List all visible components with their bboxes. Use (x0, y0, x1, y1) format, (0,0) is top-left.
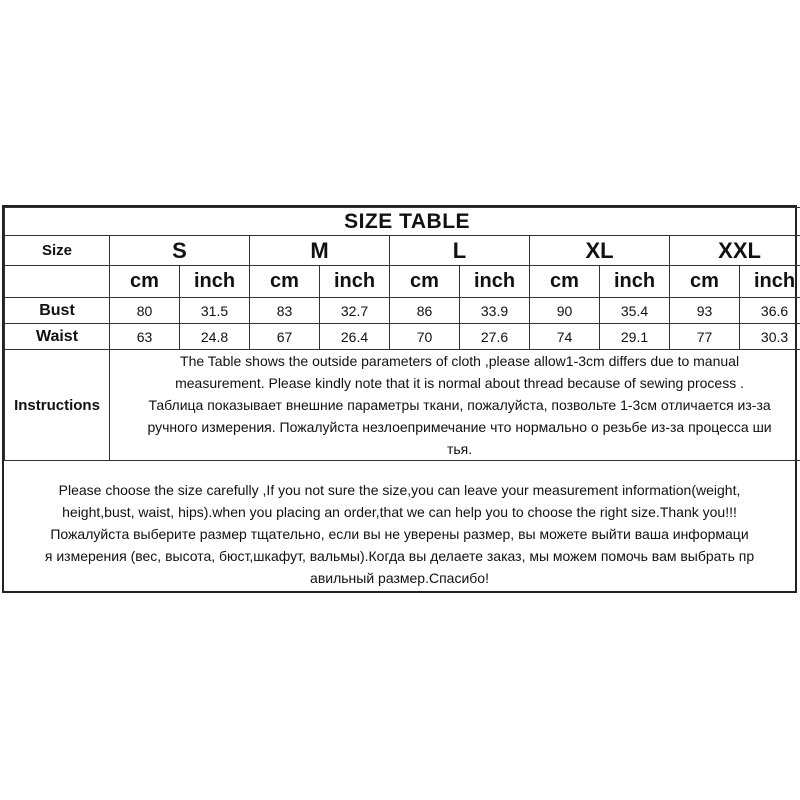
size-header-label: Size (5, 236, 110, 266)
row-label-bust: Bust (5, 298, 110, 324)
instructions-line: The Table shows the outside parameters of cloth ,please allow1-3cm differs due to manual (180, 353, 740, 369)
size-choice-note (4, 479, 795, 589)
instructions-line: тья. (446, 441, 473, 457)
instructions-line: measurement. Please kindly note that it is normal about thread because of sewing process . (175, 375, 744, 391)
table-cell: 36.6 (740, 298, 800, 324)
unit-cm: cm (390, 266, 460, 298)
table-cell: 86 (390, 298, 460, 324)
table-cell: 35.4 (600, 298, 670, 324)
unit-inch: inch (320, 266, 390, 298)
row-label-waist: Waist (5, 324, 110, 350)
instructions-line: ручного измерения. Пожалуйста незлоепримечание что нормально о резьбе из-за процесса ши (147, 419, 772, 435)
unit-cm: cm (110, 266, 180, 298)
size-m: M (250, 236, 390, 266)
instructions-text (110, 350, 800, 461)
instructions-label: Instructions (5, 350, 110, 461)
note-line: авильный размер.Спасибо! (310, 570, 489, 586)
table-cell: 33.9 (460, 298, 530, 324)
unit-inch: inch (600, 266, 670, 298)
table-cell: 77 (670, 324, 740, 350)
table-cell: 31.5 (180, 298, 250, 324)
size-chart-frame (2, 205, 797, 593)
unit-inch: inch (460, 266, 530, 298)
size-s: S (110, 236, 250, 266)
table-title: SIZE TABLE (5, 208, 800, 236)
table-cell: 27.6 (460, 324, 530, 350)
unit-cm: cm (670, 266, 740, 298)
note-line: height,bust, waist, hips).when you placing an order,that we can help you to choose the right size.Thank you!!! (62, 504, 737, 520)
unit-cm: cm (530, 266, 600, 298)
table-cell: 29.1 (600, 324, 670, 350)
size-xxl: XXL (670, 236, 800, 266)
size-l: L (390, 236, 530, 266)
table-cell: 30.3 (740, 324, 800, 350)
note-line: я измерения (вес, высота, бюст,шкафут, вальмы).Когда вы делаете заказ, мы можем помочь вам выбрать пр (44, 548, 755, 564)
table-cell: 26.4 (320, 324, 390, 350)
table-cell: 74 (530, 324, 600, 350)
note-line: Пожалуйста выберите размер тщательно, если вы не уверены размер, вы можете выйти ваша информаци (50, 526, 749, 542)
unit-inch: inch (740, 266, 800, 298)
instructions-line: Таблица показывает внешние параметры ткани, пожалуйста, позвольте 1-3см отличается из-за (148, 397, 771, 413)
unit-row-blank (5, 266, 110, 298)
unit-cm: cm (250, 266, 320, 298)
note-line: Please choose the size carefully ,If you not sure the size,you can leave your measurement information(weight, (58, 482, 741, 498)
table-cell: 83 (250, 298, 320, 324)
table-cell: 24.8 (180, 324, 250, 350)
table-row-waist (5, 324, 800, 350)
table-cell: 70 (390, 324, 460, 350)
table-cell: 63 (110, 324, 180, 350)
unit-inch: inch (180, 266, 250, 298)
size-xl: XL (530, 236, 670, 266)
table-cell: 93 (670, 298, 740, 324)
table-cell: 32.7 (320, 298, 390, 324)
table-cell: 80 (110, 298, 180, 324)
table-cell: 67 (250, 324, 320, 350)
size-table (4, 207, 800, 461)
table-cell: 90 (530, 298, 600, 324)
table-row-bust (5, 298, 800, 324)
